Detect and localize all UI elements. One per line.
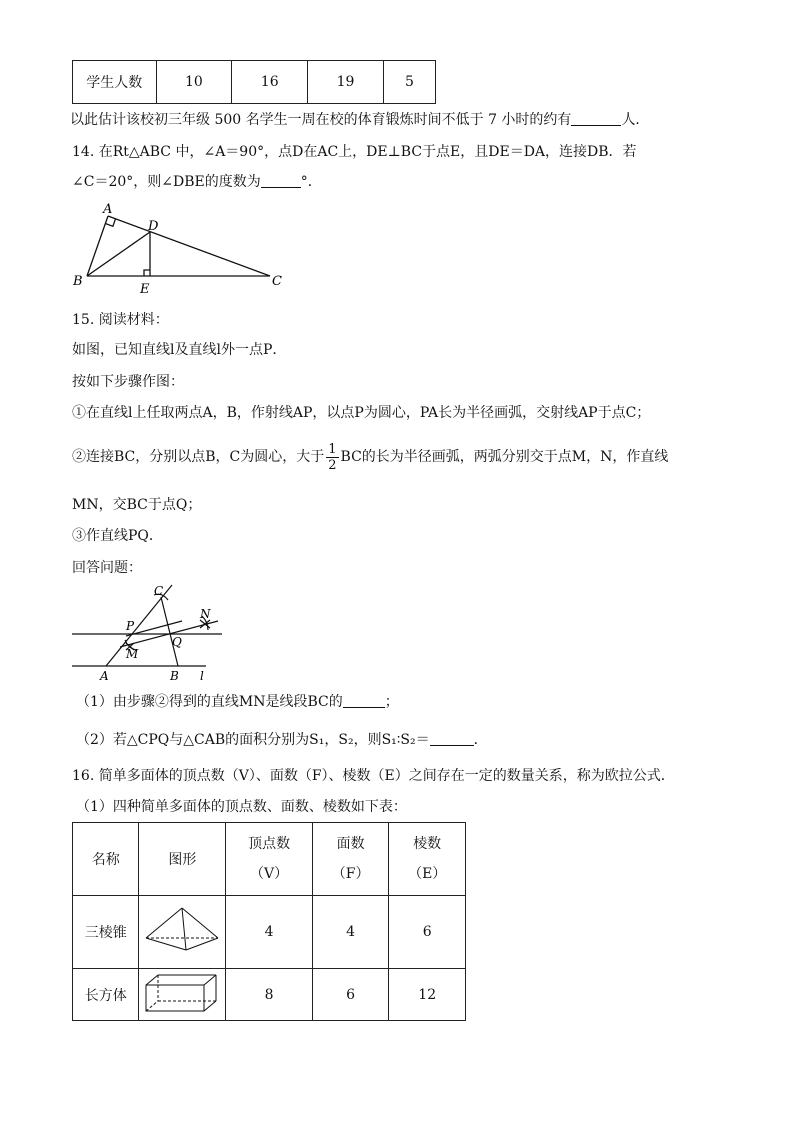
q13-table-cell: 5 <box>383 61 435 104</box>
label-A: A <box>103 202 113 217</box>
label-A: A <box>100 669 109 683</box>
label-B: B <box>170 669 179 683</box>
header-faces: 面数 （F） <box>312 823 389 896</box>
q15-construction-figure <box>70 580 230 684</box>
q15-step3: ③作直线PQ． <box>72 528 163 544</box>
q16-line1: 16. 简单多面体的顶点数（V）、面数（F）、棱数（E）之间存在一定的数量关系，称为欧拉公式． <box>72 768 675 784</box>
answer-blank <box>571 111 621 126</box>
q13-table-cell: 19 <box>308 61 384 104</box>
row-f: 4 <box>312 896 389 969</box>
q16-line2: （1）四种简单多面体的顶点数、面数、棱数如下表： <box>76 799 407 815</box>
label-D: D <box>148 219 159 234</box>
q15-answer-intro: 回答问题： <box>72 560 142 576</box>
header-vertices: 顶点数 （V） <box>226 823 312 896</box>
answer-blank <box>430 731 474 746</box>
row-name: 三棱锥 <box>73 896 139 969</box>
q13-question: 以此估计该校初三年级 500 名学生一周在校的体育锻炼时间不低于 7 小时的约有 人． <box>70 112 650 128</box>
q13-table <box>72 60 436 104</box>
q13-table-cell: 16 <box>232 61 308 104</box>
q16-table <box>72 822 466 1021</box>
row-v: 8 <box>226 969 312 1021</box>
q15-step2-cont: MN，交BC于点Q； <box>72 497 202 513</box>
label-P: P <box>126 619 135 633</box>
label-N: N <box>200 607 211 621</box>
pyramid-figure <box>139 896 226 969</box>
answer-blank <box>343 693 385 708</box>
q14-line1: 14. 在Rt△ABC 中，∠A＝90°，点D在AC上，DE⊥BC于点E，且DE＝DA，连接DB．若 <box>72 144 637 160</box>
label-l: l <box>200 669 204 683</box>
q15-sub2: （2）若△CPQ与△CAB的面积分别为S₁，S₂，则S₁∶S₂＝ ． <box>76 732 488 748</box>
label-B: B <box>73 274 83 289</box>
row-name: 长方体 <box>73 969 139 1021</box>
cuboid-icon <box>142 971 222 1015</box>
table-row <box>73 896 466 969</box>
q15-title: 15. 阅读材料： <box>72 312 169 328</box>
cuboid-figure <box>139 969 226 1021</box>
q15-sub1: （1）由步骤②得到的直线MN是线段BC的 ； <box>76 694 399 710</box>
triangular-pyramid-icon <box>142 902 222 958</box>
q13-table-cell: 10 <box>156 61 232 104</box>
q13-table-label: 学生人数 <box>73 61 157 104</box>
label-E: E <box>140 282 150 297</box>
header-name: 名称 <box>73 823 139 896</box>
q14-line2: ∠C＝20°，则∠DBE的度数为 °． <box>72 174 322 190</box>
q15-step1: ①在直线l上任取两点A，B，作射线AP，以点P为圆心，PA长为半径画弧，交射线AP于点C； <box>72 405 651 421</box>
row-v: 4 <box>226 896 312 969</box>
label-C: C <box>272 274 282 289</box>
label-C: C <box>154 584 164 598</box>
q15-intro: 如图，已知直线l及直线l外一点P． <box>72 342 287 358</box>
header-figure: 图形 <box>139 823 226 896</box>
q15-step2: ②连接BC，分别以点B，C为圆心，大于 $\frac{1}{2}$ BC的长为半径画弧，两弧分别交于点M，N，作直线 <box>72 441 669 473</box>
answer-blank <box>261 173 301 188</box>
row-e: 6 <box>389 896 466 969</box>
fraction-one-half: $\frac{1}{2}$ <box>328 441 337 473</box>
q14-triangle-figure <box>70 200 300 300</box>
label-M: M <box>126 647 139 661</box>
q15-steps-intro: 按如下步骤作图： <box>72 374 184 390</box>
row-e: 12 <box>389 969 466 1021</box>
row-f: 6 <box>312 969 389 1021</box>
table-row <box>73 969 466 1021</box>
header-edges: 棱数 （E） <box>389 823 466 896</box>
label-Q: Q <box>172 635 182 649</box>
